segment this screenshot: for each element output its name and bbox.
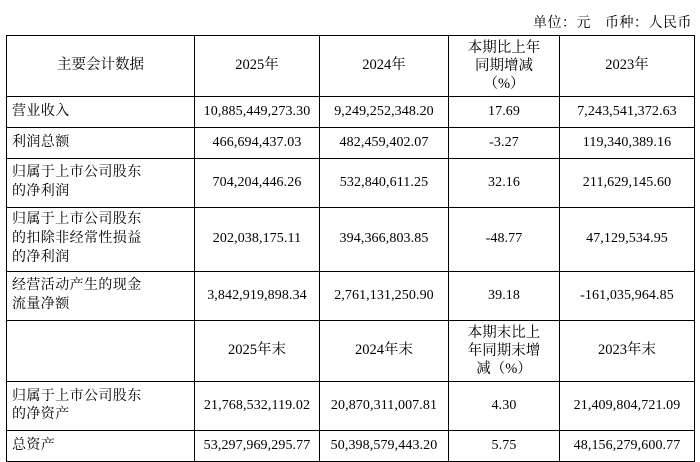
- row-label-line3: 的净利润: [12, 250, 70, 266]
- row-label: [7, 382, 195, 431]
- row-label: 总资产: [7, 431, 195, 462]
- cell-2024: 482,459,402.07: [320, 128, 449, 159]
- cell-2023: 7,243,541,372.63: [560, 97, 695, 128]
- header-change-line1: 本期比上年: [467, 40, 541, 56]
- row-label-line1: 归属于上市公司股东: [12, 212, 142, 228]
- table-row: [7, 159, 695, 208]
- table-row: [7, 431, 695, 462]
- header-cell-change: [449, 36, 560, 97]
- cell-2024: 9,249,252,348.20: [320, 97, 449, 128]
- row-label-line1: 归属于上市公司股东: [12, 165, 142, 181]
- currency-label: 币种：人民币: [605, 16, 692, 31]
- cell-change: 39.18: [449, 272, 560, 321]
- row-label-line1: 经营活动产生的现金: [12, 278, 142, 294]
- row-label-line1: 归属于上市公司股东: [12, 388, 142, 404]
- header-cell-2025-end: 2025年末: [195, 321, 320, 382]
- row-label-line2: 的扣除非经常性损益: [12, 231, 142, 247]
- row-label-line2: 流量净额: [12, 297, 70, 313]
- header-cell-2025: 2025年: [195, 36, 320, 97]
- cell-2023: 47,129,534.95: [560, 208, 695, 272]
- cell-2024: 20,870,311,007.81: [320, 382, 449, 431]
- cell-2023: 48,156,279,600.77: [560, 431, 695, 462]
- cell-2024: 2,761,131,250.90: [320, 272, 449, 321]
- cell-2023: 21,409,804,721.09: [560, 382, 695, 431]
- header-cell-2023: 2023年: [560, 36, 695, 97]
- header-cell-2024-end: 2024年末: [320, 321, 449, 382]
- header-change-line2: 同期增减: [475, 58, 533, 75]
- table-row: [7, 272, 695, 321]
- cell-change: 5.75: [449, 431, 560, 462]
- cell-2024: 50,398,579,443.20: [320, 431, 449, 462]
- cell-change: -3.27: [449, 128, 560, 159]
- unit-currency-note: [533, 12, 692, 32]
- main-financial-table: [6, 35, 695, 462]
- table-row: [7, 97, 695, 128]
- cell-2023: 211,629,145.60: [560, 159, 695, 208]
- table-header-row-2: [7, 321, 695, 382]
- header-change-end-line2: 年同期末增: [467, 343, 541, 360]
- cell-change: 32.16: [449, 159, 560, 208]
- header-cell-metric: 主要会计数据: [7, 36, 195, 97]
- table-row: [7, 382, 695, 431]
- cell-2025: 53,297,969,295.77: [195, 431, 320, 462]
- cell-2025: 10,885,449,273.30: [195, 97, 320, 128]
- row-label: 利润总额: [7, 128, 195, 159]
- cell-change: -48.77: [449, 208, 560, 272]
- header-cell-2023-end: 2023年末: [560, 321, 695, 382]
- row-label: 营业收入: [7, 97, 195, 128]
- row-label-line2: 的净利润: [12, 184, 70, 200]
- header-change-end-line1: 本期末比上: [467, 325, 541, 342]
- table-header-row-1: [7, 36, 695, 97]
- row-label-line2: 的净资产: [12, 407, 70, 423]
- cell-change: 4.30: [449, 382, 560, 431]
- cell-change: 17.69: [449, 97, 560, 128]
- row-label: [7, 159, 195, 208]
- cell-2025: 704,204,446.26: [195, 159, 320, 208]
- unit-label: 单位：元: [533, 16, 591, 31]
- row-label: [7, 208, 195, 272]
- row-label: [7, 272, 195, 321]
- cell-2025: 21,768,532,119.02: [195, 382, 320, 431]
- cell-2025: 466,694,437.03: [195, 128, 320, 159]
- cell-2023: -161,035,964.85: [560, 272, 695, 321]
- header-cell-change-end: [449, 321, 560, 382]
- cell-2025: 202,038,175.11: [195, 208, 320, 272]
- header-cell-metric-blank: [7, 321, 195, 382]
- table-row: [7, 128, 695, 159]
- cell-2024: 532,840,611.25: [320, 159, 449, 208]
- header-change-line3: （%）: [483, 76, 525, 93]
- cell-2025: 3,842,919,898.34: [195, 272, 320, 321]
- table-row: [7, 208, 695, 272]
- header-change-end-line3: 减（%）: [476, 361, 532, 378]
- cell-2024: 394,366,803.85: [320, 208, 449, 272]
- cell-2023: 119,340,389.16: [560, 128, 695, 159]
- header-cell-2024: 2024年: [320, 36, 449, 97]
